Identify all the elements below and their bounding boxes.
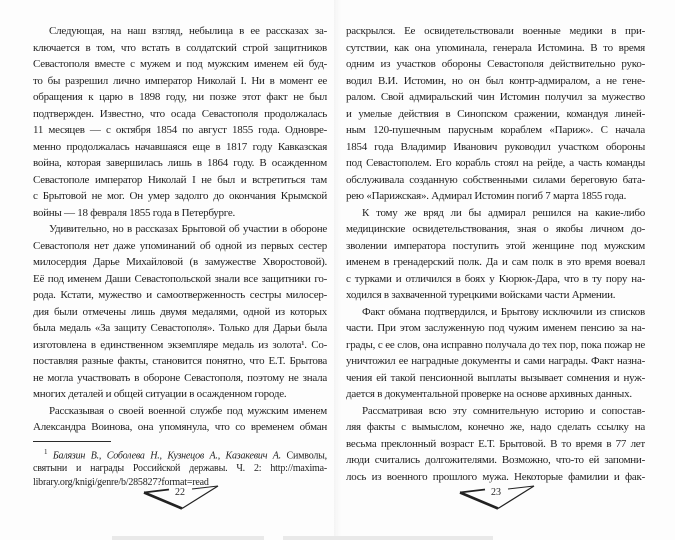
- text-line: именем в гренадерский полк. Да и сам полк в это время воевал: [346, 256, 645, 268]
- text-line: милосердия Дарье Михайловой (в замужестве Хворостовой).: [33, 256, 327, 268]
- text-line: рею «Парижская». Адмирал Истомин погиб 7 марта 1855 года.: [346, 190, 627, 202]
- book-page-left: [33, 0, 327, 540]
- page-right-body-text: [346, 23, 645, 485]
- page-bottom-edge-shadow: [112, 536, 264, 540]
- text-line: войны — 18 февраля 1855 года в Петербурге.: [33, 206, 236, 219]
- ornament-top-left-line: [144, 490, 169, 493]
- footnote-marker: 1: [44, 447, 48, 456]
- text-line: то бы разрешил лично император Николай I. Ни в момент ее: [33, 74, 327, 87]
- ornament-right-diagonal: [498, 486, 534, 509]
- text-line: многих деталей и общей ситуации в осажденном городе.: [33, 388, 287, 400]
- text-line: Рассказывая о своей военной службе под мужским именем: [49, 404, 327, 417]
- text-line: Факт обмана подтвердился, и Брытову исключили из списков: [362, 305, 645, 318]
- text-line: Александра Воинова, она упомянула, что со временем обман: [33, 421, 327, 433]
- text-line: медицинские освидетельствования, зная о якобы личном до-: [346, 223, 645, 235]
- text-line: под Севастополем. Его корабль стоял на рейде, а часть команды: [346, 157, 645, 169]
- text-line: Её под именем Даши Севастопольской знали все защитники го-: [33, 272, 327, 285]
- text-line: была медаль «За защиту Севастополя». Только для Дарьи была: [33, 322, 327, 334]
- text-line: Севастополе император Николай I не был и встретиться там: [33, 173, 327, 186]
- ornament-right-diagonal: [182, 486, 218, 509]
- text-line: ходился в захваченной турецкими войсками части Армении.: [346, 289, 616, 301]
- text-line: дия были отмечены лишь двумя медалями, одной из которых: [33, 305, 327, 318]
- text-line: Следующая, на наш взгляд, небылица в ее рассказах за-: [49, 25, 327, 37]
- page-number: 23: [490, 487, 501, 498]
- footnote: [33, 446, 327, 490]
- text-line: весьма преклонный возраст Е.Т. Брытовой. В то время в 77 лет: [346, 437, 645, 450]
- footnote-divider: [33, 441, 111, 442]
- text-line: чения ей такой пенсионной выплаты вызывает сомнения и нуж-: [346, 371, 645, 384]
- text-line: и умелые действия в Синопском сражении, командуя линей-: [346, 107, 645, 120]
- text-line: с Брытовой не мог. Он умер задолго до окончания Крымской: [33, 190, 327, 202]
- text-line: обслуживала созданную собственными силами береговую бата-: [346, 173, 645, 186]
- page-number-ornament: [138, 484, 222, 511]
- text-line: люди считались долгожителями. Возможно, что-то ей запомни-: [346, 454, 645, 466]
- text-line: ключается в том, что встать в солдатский строй защитников: [33, 41, 327, 54]
- text-line: уничтожил ее наградные документы и сами награды. Факт назна-: [346, 355, 645, 367]
- text-line: 1854 года Владимир Иванович руководил участком обороны: [346, 140, 645, 153]
- text-line: ным 120-пушечным парусным кораблем «Париж». С начала: [346, 124, 645, 136]
- text-line: Севастополя нет даже упоминаний об одной из первых сестер: [33, 239, 327, 252]
- text-line: с турками и отличился в боях у Кюрюк-Дара, что в ту пору на-: [346, 272, 645, 285]
- text-line: обращения к царю в 1898 году, ни позже этот факт не был: [33, 91, 327, 103]
- page-bottom-edge-shadow: [283, 536, 493, 540]
- page-gutter-shadow: [334, 0, 341, 540]
- page-number-ornament: [454, 484, 538, 511]
- text-line: 11 месяцев — с октября 1854 по август 1855 года. Одновре-: [33, 124, 327, 136]
- text-line: К тому же вряд ли бы адмирал решился на какие-либо: [362, 206, 645, 219]
- book-page-right: [346, 0, 645, 540]
- text-line: ляя факты с вымыслом, конечно же, надо сделать ссылку на: [346, 421, 645, 433]
- footnote-authors: Балязин В., Соболева Н., Кузнецов А., Казакевич А.: [52, 449, 281, 461]
- footnote-text: Символы, святыни и награды Российской державы. Ч. 2: http://maxima-library.org/knigi/genre/b/285827?format=read: [33, 449, 327, 488]
- text-line: части. При этом заслуженную под чужим именем пенсию за на-: [346, 322, 645, 334]
- text-line: дается в документальной проверке на основе архивных данных.: [346, 388, 632, 400]
- text-line: сутствии, как она упоминала, генерала Истомина. В то время: [346, 41, 645, 54]
- page-left-body-text: [33, 23, 327, 436]
- text-line: поставляя разные факты, становится понятно, что Е.Т. Брытова: [33, 355, 327, 367]
- page-number: 22: [175, 487, 185, 498]
- text-line: Рассматривая всю эту сомнительную историю и сопостав-: [362, 404, 645, 417]
- text-line: одним из участков обороны Севастополя действительно руко-: [346, 58, 645, 70]
- text-line: водил В.И. Истомин, но он был контр-адмиралом, а не гене-: [346, 74, 645, 87]
- text-line: Удивительно, но в рассказах Брытовой об участии в обороне: [49, 223, 327, 235]
- text-line: война, которая завершилась лишь в 1864 году. В осажденном: [33, 157, 327, 169]
- text-line: зволении императора поступить этой женщине под мужским: [346, 239, 645, 252]
- text-line: рода. Кстати, мужество и самоотверженность сестры милосер-: [33, 289, 327, 301]
- text-line: менно продолжалась начавшаяся еще в 1817 году Кавказская: [33, 140, 327, 153]
- text-line: Севастополя вместе с мужем и под мужским именем ей буд-: [33, 58, 327, 70]
- text-line: ралом. Свой адмиральский чин Истомин получил за мужество: [346, 91, 645, 103]
- text-line: не могла участвовать в обороне Севастополя, поэтому не знала: [33, 371, 327, 384]
- ornament-top-left-line: [460, 490, 485, 493]
- text-line: раскрылся. Ее освидетельствовали военные медики в при-: [346, 25, 645, 37]
- text-line: грады, с ее слов, она исправно получала до тех пор, пока пожар не: [346, 338, 645, 351]
- text-line: изготовлена в единственном экземпляре медаль из золота¹. Со-: [33, 338, 327, 351]
- text-line: лось из военного прошлого мужа. Некоторые фамилии и фак-: [346, 470, 645, 483]
- text-line: подтвержден. Известно, что осада Севастополя продолжалась: [33, 107, 327, 120]
